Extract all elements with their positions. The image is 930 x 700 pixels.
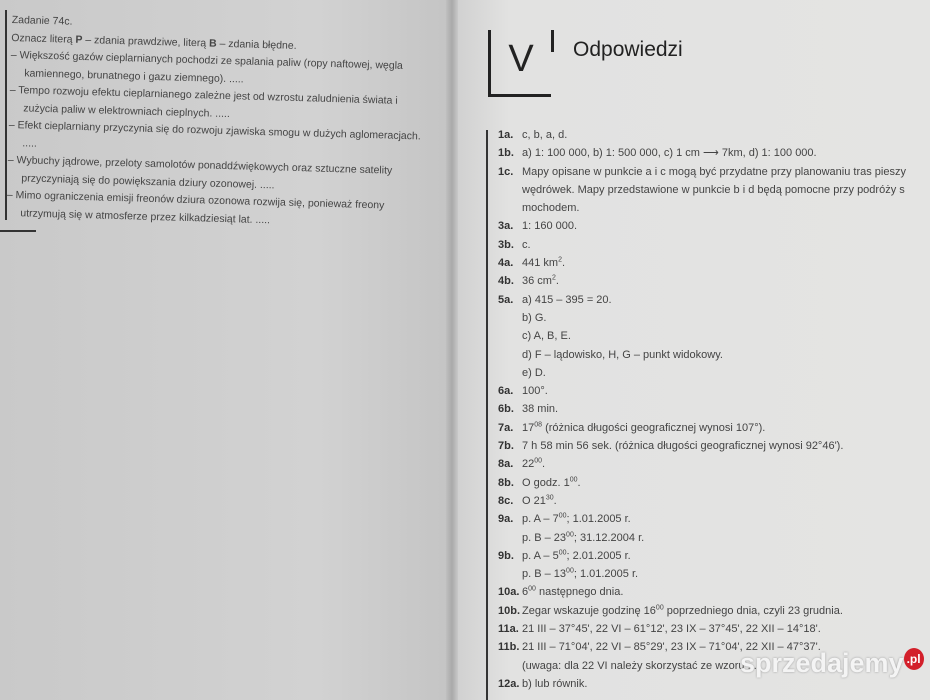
answer-label: 1b. xyxy=(498,147,514,160)
answer-line xyxy=(522,254,565,272)
answer-line xyxy=(522,620,821,638)
answer-label: 1a. xyxy=(498,129,514,141)
answer-text: . xyxy=(561,257,566,270)
chapter-box xyxy=(488,30,551,97)
answer-row xyxy=(498,291,906,382)
answer-text: poprzedniego dnia, czyli 23 grudnia. xyxy=(663,604,843,617)
superscript: 00 xyxy=(558,512,567,520)
answer-label: 3b. xyxy=(498,238,514,251)
task-item: – Efekt cieplarniany przyczynia się do rozwoju zjawiska smogu w dużych aglomeracjach. ..... xyxy=(8,118,421,150)
answer-line xyxy=(522,236,531,254)
answer-line xyxy=(522,455,545,473)
superscript: 00 xyxy=(566,530,574,538)
answer-text: a) 1: 100 000, b) 1: 500 000, c) 1 cm ⟶ 7km, d) 1: 100 000. xyxy=(522,147,817,160)
answer-row xyxy=(498,547,906,584)
answer-row xyxy=(498,437,906,455)
answer-text: 441 km xyxy=(522,257,559,270)
superscript: 00 xyxy=(569,475,578,483)
book-spine xyxy=(446,0,458,700)
answer-label: 1c. xyxy=(498,165,514,178)
answer-line xyxy=(522,144,817,162)
answer-line xyxy=(522,529,644,547)
answer-line xyxy=(522,163,906,181)
answer-text: b) G. xyxy=(522,311,547,324)
answer-text: 6 xyxy=(522,586,529,599)
answer-text: p. B – 23 xyxy=(522,531,567,544)
instr-text: Oznacz literą xyxy=(11,31,76,46)
answer-text: (różnica długości geograficznej wynosi 107°). xyxy=(542,421,766,434)
answer-row xyxy=(498,272,906,290)
answer-line xyxy=(522,272,559,290)
answer-text: p. A – 5 xyxy=(522,549,559,562)
answer-text: ; 31.12.2004 r. xyxy=(573,531,645,544)
answer-line xyxy=(522,492,557,510)
answer-label: 7a. xyxy=(498,421,514,434)
answer-text: c) A, B, E. xyxy=(522,330,571,343)
answer-row xyxy=(498,163,906,218)
chapter-number: V xyxy=(508,38,534,80)
answer-text: Mapy opisane w punkcie a i c mogą być przydatne przy planowaniu tras pieszy xyxy=(522,165,906,178)
watermark-logo xyxy=(740,648,924,679)
answer-row xyxy=(498,419,906,437)
task-item: – Wybuchy jądrowe, przeloty samolotów ponaddźwiękowych oraz sztuczne satelity przyczyniają się do powiększania dziury ozonowej. ..... xyxy=(7,153,393,191)
superscript: 00 xyxy=(566,567,574,575)
answer-line xyxy=(522,474,581,492)
answer-text: p. B – 13 xyxy=(522,568,567,581)
answer-line xyxy=(522,181,906,199)
answer-text: wędrówek. Mapy przedstawione w punkcie b i d będą pomocne przy podróży s xyxy=(522,183,905,196)
answer-text: 1: 160 000. xyxy=(522,220,578,233)
answer-row xyxy=(498,620,906,638)
section-rule xyxy=(0,230,36,232)
answer-line xyxy=(522,602,843,620)
answer-text: . xyxy=(577,476,581,489)
answer-text: c, b, a, d. xyxy=(522,129,568,141)
answer-text: Zegar wskazuje godzinę 16 xyxy=(522,604,656,617)
answer-row xyxy=(498,400,906,418)
answer-text: . xyxy=(553,494,557,507)
answer-row xyxy=(498,382,906,400)
answer-text: O 21 xyxy=(522,494,546,507)
answer-row xyxy=(498,144,906,162)
answer-row xyxy=(498,492,906,510)
answer-line xyxy=(522,565,638,583)
answer-text: d) F – lądowisko, H, G – punkt widokowy. xyxy=(522,348,723,361)
answer-line xyxy=(522,510,644,528)
answer-label: 8b. xyxy=(498,476,514,489)
answer-label: 8a. xyxy=(498,458,514,471)
task-heading: Zadanie 74c. xyxy=(11,13,73,28)
answer-label: 4a. xyxy=(498,257,514,270)
answer-text: ; 2.01.2005 r. xyxy=(566,549,631,562)
answer-line xyxy=(522,382,548,400)
answer-text: ; 1.01.2005 r. xyxy=(573,568,639,581)
answer-text: 38 min. xyxy=(522,403,559,416)
answer-text: b) lub równik. xyxy=(522,677,588,690)
answer-text: 21 III – 71°04', 22 VI – 85°29', 23 IX – 71°04', 22 XII – 47°37'. xyxy=(522,641,821,654)
task-item: – Większość gazów cieplarnianych pochodzi ze spalania paliw (ropy naftowej, węgla kamiennego, brunatnego i gazu ziemnego). ..... xyxy=(10,48,404,85)
answer-row xyxy=(498,217,906,235)
answer-label: 6b. xyxy=(498,403,514,416)
answer-text: . xyxy=(555,275,559,288)
answer-label: 4b. xyxy=(498,275,514,288)
answer-text: 21 III – 37°45', 22 VI – 61°12', 23 IX – 37°45', 22 XII – 14°18'. xyxy=(522,623,821,636)
answer-label: 9a. xyxy=(498,513,514,526)
answer-text: . xyxy=(542,458,546,471)
answer-line xyxy=(522,346,723,364)
instr-b: B xyxy=(208,37,217,50)
answer-label: 11b. xyxy=(498,641,520,654)
answer-label: 5a. xyxy=(498,293,514,306)
answer-label: 11a. xyxy=(498,623,519,636)
chapter-title: Odpowiedzi xyxy=(573,38,683,61)
superscript: 00 xyxy=(528,585,536,593)
task-74c xyxy=(6,12,432,234)
answer-text: e) D. xyxy=(522,366,546,379)
answer-text: 36 cm xyxy=(522,275,552,288)
answer-line xyxy=(522,400,558,418)
instr-text: – zdania prawdziwe, literą xyxy=(82,33,210,50)
answer-line xyxy=(522,419,765,437)
answer-text: ; 1.01.2005 r. xyxy=(566,513,631,526)
instr-p: P xyxy=(75,33,83,46)
answer-line xyxy=(522,309,723,327)
answers-list xyxy=(498,126,906,693)
answer-row xyxy=(498,236,906,254)
superscript: 2 xyxy=(551,274,556,282)
answer-label: 10b. xyxy=(498,604,521,617)
superscript: 00 xyxy=(655,604,664,612)
answer-text: mochodem. xyxy=(522,202,580,215)
answer-row xyxy=(498,474,906,492)
answer-text: p. A – 7 xyxy=(522,513,559,526)
watermark-suffix: .pl xyxy=(904,648,924,670)
answer-text: 17 xyxy=(522,421,535,434)
answer-text: (uwaga: dla 22 VI należy skorzystać ze wzoru ... xyxy=(522,659,757,672)
superscript: 2 xyxy=(558,256,562,264)
answer-text: 22 xyxy=(522,458,535,471)
superscript: 08 xyxy=(534,421,543,429)
answer-row xyxy=(498,126,906,144)
answers-bar xyxy=(486,130,488,700)
answer-label: 7b. xyxy=(498,440,514,453)
answer-label: 9b. xyxy=(498,549,514,562)
task-item: – Tempo rozwoju efektu cieplarnianego zależne jest od wzrostu zaludnienia świata i zużycia paliw w elektrowniach cieplnych. ..... xyxy=(9,83,398,120)
answer-line xyxy=(522,675,587,693)
answer-row xyxy=(498,455,906,473)
answer-row xyxy=(498,254,906,272)
answer-label: 8c. xyxy=(498,494,514,507)
task-item: – Mimo ograniczenia emisji freonów dziura ozonowa rozwija się, ponieważ freony utrzymują się w atmosferze przez kilkadziesiąt lat. ..... xyxy=(6,188,385,226)
answer-line xyxy=(522,364,723,382)
superscript: 30 xyxy=(545,494,554,502)
answer-row xyxy=(498,602,906,620)
answer-text: następnego dnia. xyxy=(535,586,624,599)
answer-text: c. xyxy=(522,238,531,251)
answer-line xyxy=(522,217,577,235)
answer-line xyxy=(522,199,906,217)
answer-line xyxy=(522,291,723,309)
answer-label: 10a. xyxy=(498,586,520,599)
watermark-text: sprzedajemy xyxy=(740,648,904,678)
answer-row xyxy=(498,510,906,547)
answer-line xyxy=(522,547,638,565)
answer-label: 12a. xyxy=(498,677,520,690)
instr-text: – zdania błędne. xyxy=(216,37,297,52)
answer-label: 3a. xyxy=(498,220,514,233)
answer-label: 6a. xyxy=(498,385,514,398)
answer-row xyxy=(498,583,906,601)
answer-line xyxy=(522,126,567,144)
answer-line xyxy=(522,437,843,455)
answer-text: a) 415 – 395 = 20. xyxy=(522,293,612,306)
answer-line xyxy=(522,327,723,345)
superscript: 00 xyxy=(534,457,543,465)
answer-line xyxy=(522,583,623,601)
answer-text: 7 h 58 min 56 sek. (różnica długości geograficznej wynosi 92°46'). xyxy=(522,440,844,453)
answer-text: 100°. xyxy=(522,385,548,398)
answer-text: O godz. 1 xyxy=(522,476,570,489)
superscript: 00 xyxy=(558,549,567,557)
